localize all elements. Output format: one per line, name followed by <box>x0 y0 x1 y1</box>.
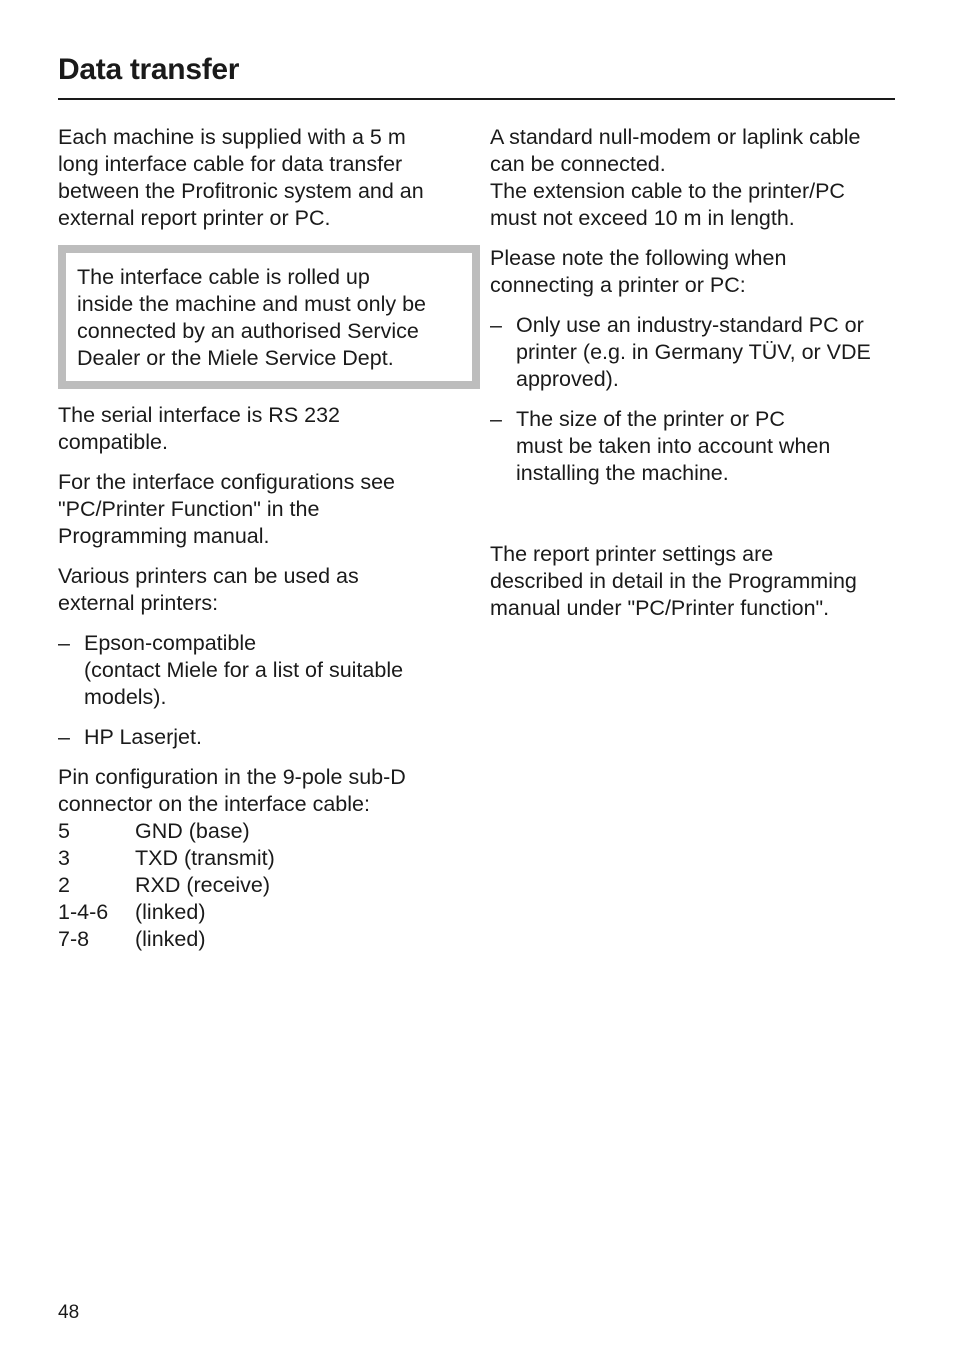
left-column <box>58 124 478 953</box>
table-row <box>58 818 275 845</box>
text-line: connecting a printer or PC: <box>490 273 746 297</box>
pin-number: 5 <box>58 819 70 843</box>
text-line: printer (e.g. in Germany TÜV, or VDE <box>516 340 871 364</box>
cable-paragraph <box>490 124 900 232</box>
pin-table <box>58 818 275 953</box>
text-line: A standard null-modem or laplink cable <box>490 125 861 149</box>
pin-number: 2 <box>58 873 70 897</box>
text-line: Please note the following when <box>490 246 787 270</box>
dash-bullet: – <box>58 631 70 655</box>
text-line: external printers: <box>58 591 219 615</box>
text-line: must not exceed 10 m in length. <box>490 206 795 230</box>
text-line: Each machine is supplied with a 5 m <box>58 125 406 149</box>
text-line: The interface cable is rolled up <box>77 265 370 289</box>
text-line: Dealer or the Miele Service Dept. <box>77 346 394 370</box>
list-item <box>490 406 900 487</box>
pin-number: 1-4-6 <box>58 900 109 924</box>
text-line: external report printer or PC. <box>58 206 331 230</box>
list-item <box>58 724 478 751</box>
text-line: long interface cable for data transfer <box>58 152 403 176</box>
text-line: The extension cable to the printer/PC <box>490 179 845 203</box>
pin-number: 3 <box>58 846 70 870</box>
text-line: For the interface configurations see <box>58 470 396 494</box>
text-line: The report printer settings are <box>490 542 774 566</box>
text-line: models). <box>84 685 167 709</box>
intro-paragraph <box>58 124 478 232</box>
printers-intro-paragraph <box>58 563 478 617</box>
text-line: between the Profitronic system and an <box>58 179 424 203</box>
table-row <box>58 845 275 872</box>
text-line: The serial interface is RS 232 <box>58 403 341 427</box>
list-item <box>490 312 900 393</box>
pin-config-intro <box>58 764 478 818</box>
text-line: approved). <box>516 367 619 391</box>
text-line: (contact Miele for a list of suitable <box>84 658 404 682</box>
printer-settings-paragraph <box>490 541 900 622</box>
text-line: Programming manual. <box>58 524 270 548</box>
text-line: installing the machine. <box>516 461 729 485</box>
warning-note-text <box>77 264 468 372</box>
text-line: connector on the interface cable: <box>58 792 370 816</box>
text-line: inside the machine and must only be <box>77 292 426 316</box>
text-line: connected by an authorised Service <box>77 319 419 343</box>
pin-number: 7-8 <box>58 927 90 951</box>
text-line: The size of the printer or PC <box>516 407 785 431</box>
pin-signal: TXD (transmit) <box>135 846 275 870</box>
pin-signal: (linked) <box>135 900 206 924</box>
warning-note-box <box>58 245 480 389</box>
text-line: can be connected. <box>490 152 666 176</box>
table-row <box>58 926 275 953</box>
config-paragraph <box>58 469 478 550</box>
list-item <box>58 630 478 711</box>
table-row <box>58 899 275 926</box>
text-line: Only use an industry-standard PC or <box>516 313 864 337</box>
title-divider <box>58 98 895 100</box>
page-title: Data transfer <box>58 53 240 86</box>
page-number: 48 <box>58 1302 80 1323</box>
text-line: compatible. <box>58 430 168 454</box>
pin-signal: (linked) <box>135 927 206 951</box>
text-line: HP Laserjet. <box>84 725 202 749</box>
dash-bullet: – <box>58 725 70 749</box>
text-line: manual under "PC/Printer function". <box>490 596 830 620</box>
connection-notes-intro <box>490 245 900 299</box>
spacer <box>490 500 900 541</box>
connection-notes-list <box>490 312 900 487</box>
table-row <box>58 872 275 899</box>
dash-bullet: – <box>490 313 502 337</box>
dash-bullet: – <box>490 407 502 431</box>
text-line: Various printers can be used as <box>58 564 359 588</box>
text-line: described in detail in the Programming <box>490 569 857 593</box>
right-column <box>490 124 900 635</box>
pin-signal: RXD (receive) <box>135 873 270 897</box>
text-line: "PC/Printer Function" in the <box>58 497 320 521</box>
serial-interface-paragraph <box>58 402 478 456</box>
text-line: Epson-compatible <box>84 631 257 655</box>
text-line: Pin configuration in the 9-pole sub-D <box>58 765 406 789</box>
pin-signal: GND (base) <box>135 819 250 843</box>
printer-list <box>58 630 478 751</box>
text-line: must be taken into account when <box>516 434 831 458</box>
